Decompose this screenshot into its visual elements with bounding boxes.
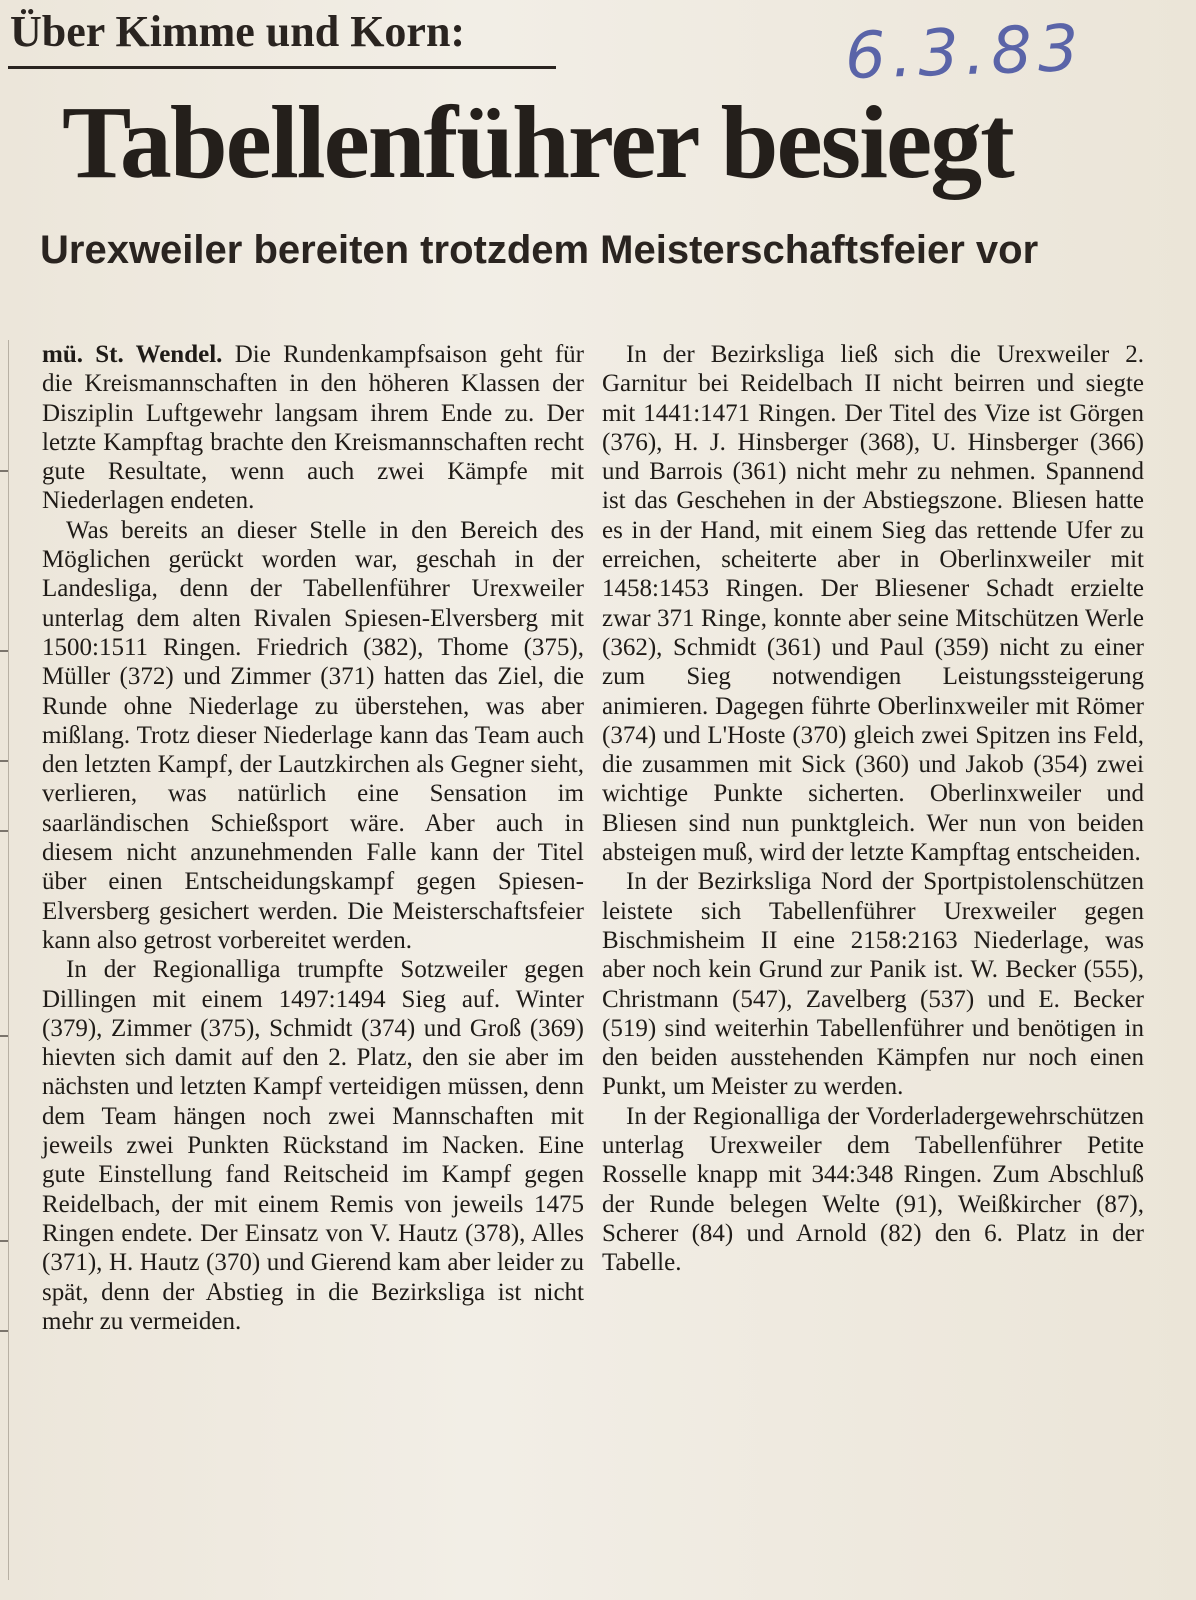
subheadline: Urexweiler bereiten trotzdem Meisterschaftsfeier vor — [40, 228, 1039, 272]
margin-tick — [0, 470, 8, 472]
margin-tick — [0, 760, 8, 762]
margin-line — [8, 340, 9, 1580]
article-paragraph: In der Bezirksliga ließ sich die Urexweiler 2. Garnitur bei Reidelbach II nicht beirren und siegte mit 1441:1471 Ringen. Der Titel des Vize ist Görgen (376), H. J. Hinsberger (368), U. Hinsberger (366) und Barrois (361) nicht mehr zu nehmen. Spannend ist das Geschehen in der Abstiegszone. Bliesen hatte es in der Hand, mit einem Sieg das rettende Ufer zu erreichen, scheiterte aber in Oberlinxweiler mit 1458:1453 Ringen. Der Bliesener Schadt erzielte zwar 371 Ringe, konnte aber seine Mitschützen Werle (362), Schmidt (361) und Paul (359) nicht zu einer zum Sieg notwendigen Leistungssteigerung animieren. Dagegen führte Oberlinxweiler mit Römer (374) und L'Hoste (370) gleich zwei Spitzen ins Feld, die zusammen mit Sick (360) und Jakob (354) zwei wichtige Punkte sicherten. Oberlinxweiler und Bliesen sind nun punktgleich. Wer nun von beiden absteigen muß, wird der letzte Kampftag entscheiden. — [602, 341, 1144, 867]
article-paragraph: In der Regionalliga der Vorderladergewehrschützen unterlag Urexweiler dem Tabellenführer Petite Rosselle knapp mit 344:348 Ringen. Zum Abschluß der Runde belegen Welte (91), Weißkircher (87), Scherer (84) und Arnold (82) den 6. Platz in der Tabelle. — [602, 1102, 1144, 1277]
paragraph-text: Die Rundenkampfsaison geht für die Kreismannschaften in den höheren Klassen der Disziplin Luftgewehr langsam ihrem Ende zu. Der letzte Kampftag brachte den Kreismannschaften recht gute Resultate, wenn auch zwei Kämpfe mit Niederlagen endeten. — [42, 341, 584, 515]
article-paragraph: In der Regionalliga trumpfte Sotzweiler gegen Dillingen mit einem 1497:1494 Sieg auf. Winter (379), Zimmer (375), Schmidt (374) und Groß (369) hievten sich damit auf den 2. Platz, den sie aber im nächsten und letzten Kampf verteidigen müssen, denn dem Team hängen noch zwei Mannschaften mit jeweils zwei Punkten Rückstand im Nacken. Eine gute Einstellung fand Reitscheid im Kampf gegen Reidelbach, der mit einem Remis von jeweils 1475 Ringen endete. Der Einsatz von V. Hautz (378), Alles (371), H. Hautz (370) und Gierend kam aber leider zu spät, denn der Abstieg in die Bezirksliga ist nicht mehr zu vermeiden. — [42, 956, 584, 1335]
margin-tick — [0, 1035, 8, 1037]
article-column-left — [42, 340, 584, 1336]
column-kicker: Über Kimme und Korn: — [10, 7, 466, 56]
margin-tick — [0, 1240, 8, 1242]
handwritten-date: 6.3.83 — [843, 11, 1086, 95]
article-paragraph: Was bereits an dieser Stelle in den Bereich des Möglichen gerückt worden war, geschah in der Landesliga, denn der Tabellenführer Urexweiler unterlag dem alten Rivalen Spiesen-Elversberg mit 1500:1511 Ringen. Friedrich (382), Thome (375), Müller (372) und Zimmer (371) hatten das Ziel, die Runde ohne Niederlage zu überstehen, was aber mißlang. Trotz dieser Niederlage kann das Team auch den letzten Kampf, der Lautzkirchen als Gegner sieht, verlieren, was natürlich eine Sensation im saarländischen Schießsport wäre. Aber auch in diesem nicht anzunehmenden Falle kann der Titel über einen Entscheidungskampf gegen Spiesen-Elversberg gesichert werden. Die Meisterschaftsfeier kann also getrost vorbereitet werden. — [42, 516, 584, 954]
article-paragraph — [42, 340, 584, 516]
margin-tick — [0, 650, 8, 652]
dateline: mü. St. Wendel. — [42, 341, 223, 368]
headline: Tabellenführer besiegt — [62, 85, 1013, 200]
kicker-underline — [8, 66, 556, 69]
margin-tick — [0, 1330, 8, 1332]
margin-tick — [0, 830, 8, 832]
article-column-right — [602, 340, 1144, 1278]
article-paragraph: In der Bezirksliga Nord der Sportpistolenschützen leistete sich Tabellenführer Urexweiler gegen Bischmisheim II eine 2158:2163 Niederlage, was aber noch kein Grund zur Panik ist. W. Becker (555), Christmann (547), Zavelberg (537) und E. Becker (519) sind weiterhin Tabellenführer und benötigen in den beiden ausstehenden Kämpfen nur noch einen Punkt, um Meister zu werden. — [602, 868, 1144, 1101]
